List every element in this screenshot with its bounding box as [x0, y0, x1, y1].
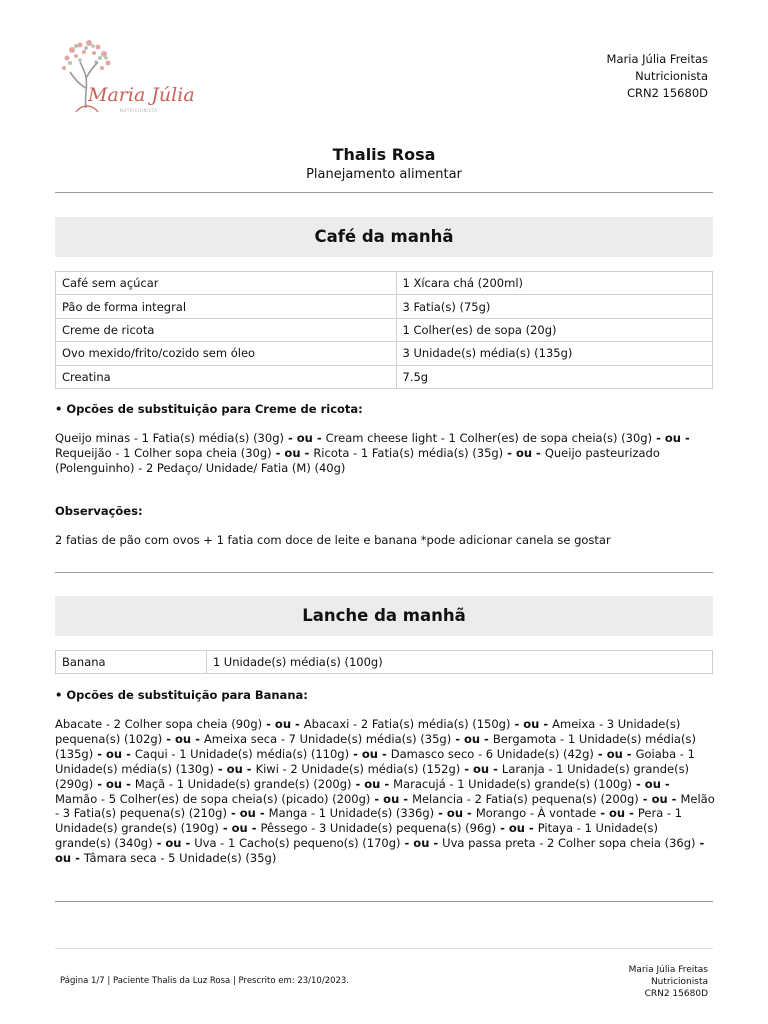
table-row — [56, 295, 713, 318]
or-separator: - ou - — [262, 717, 304, 731]
footer-crn: CRN2 15680D — [644, 989, 708, 999]
logo — [58, 38, 195, 116]
table-row — [56, 342, 713, 365]
or-separator: - ou - — [349, 746, 391, 761]
substitution-item: Maracujá - 1 Unidade(s) grande(s) (100g) — [393, 776, 633, 791]
substitution-item: Ameixa seca - 7 Unidade(s) média(s) (35g) — [203, 731, 452, 746]
substitution-item: Tâmara seca - 5 Unidade(s) (35g) — [83, 851, 277, 866]
substitution-list — [55, 717, 715, 866]
professional-name: Maria Júlia Freitas — [606, 52, 708, 66]
substitution-title: • Opcões de substituição para Creme de ricota: — [55, 402, 363, 416]
or-separator: - ou - — [434, 806, 476, 821]
or-separator: - ou - — [451, 731, 493, 746]
food-quantity: 1 Colher(es) de sopa (20g) — [396, 318, 712, 341]
food-name: Banana — [56, 651, 207, 674]
or-separator: - ou - — [93, 746, 135, 761]
observations-text: 2 fatias de pão com ovos + 1 fatia com doce de leite e banana *pode adicionar canela se gostar — [55, 533, 611, 547]
substitution-item: Mamão - 5 Colher(es) de sopa cheia(s) (picado) (200g) — [55, 791, 371, 806]
substitution-item: Queijo pasteurizado (Polenguinho) - 2 Pedaço/ Unidade/ Fatia (M) (40g) — [55, 445, 660, 475]
substitution-item: Bergamota - 1 Unidade(s) média(s) (135g) — [55, 731, 696, 761]
food-name: Creatina — [56, 365, 397, 388]
or-separator: - ou - — [370, 791, 413, 806]
footer-divider — [55, 948, 713, 949]
substitution-item: Goiaba - 1 Unidade(s) média(s) (130g) — [55, 746, 695, 776]
plan-subtitle: Planejamento alimentar — [306, 167, 462, 182]
or-separator: - ou - — [638, 791, 681, 806]
footer-professional — [629, 964, 708, 1000]
or-separator: - ou - — [152, 836, 195, 851]
substitution-item: Uva passa preta - 2 Colher sopa cheia (36g) — [442, 836, 696, 851]
table-row — [56, 272, 713, 295]
substitution-item: Queijo minas - 1 Fatia(s) média(s) (30g) — [55, 431, 284, 445]
substitution-item: Ameixa - 3 Unidade(s) pequena(s) (102g) — [55, 717, 681, 746]
professional-info — [607, 51, 708, 102]
footer-info: Página 1/7 | Paciente Thalis da Luz Rosa | Prescrito em: 23/10/2023. — [60, 976, 350, 986]
food-table — [55, 271, 713, 389]
food-quantity: 1 Unidade(s) média(s) (100g) — [206, 651, 712, 674]
or-separator: - ou - — [351, 776, 394, 791]
substitution-item: Maçã - 1 Unidade(s) grande(s) (200g) — [134, 776, 352, 791]
or-separator: - ou - — [652, 431, 690, 445]
or-separator: - ou - — [162, 731, 204, 746]
professional-crn: CRN2 15680D — [626, 86, 708, 100]
or-separator: - ou - — [400, 836, 443, 851]
or-separator: - ou - — [510, 717, 553, 731]
substitution-item: Pera - 1 Unidade(s) grande(s) (190g) — [55, 806, 683, 836]
substitution-item: Pitaya - 1 Unidade(s) grande(s) (340g) — [55, 821, 659, 851]
divider — [55, 572, 713, 573]
table-row — [56, 651, 713, 674]
food-table — [55, 650, 713, 674]
substitution-item: Abacaxi - 2 Fatia(s) média(s) (150g) — [303, 717, 511, 731]
food-name: Pão de forma integral — [56, 295, 397, 318]
professional-role: Nutricionista — [635, 69, 708, 83]
substitution-title: • Opcões de substituição para Banana: — [55, 688, 308, 702]
meal-title: Lanche da manhã — [55, 596, 713, 636]
patient-name: Thalis Rosa — [332, 145, 436, 164]
table-row — [56, 365, 713, 388]
or-separator: - ou - — [632, 776, 670, 791]
substitution-list — [55, 431, 715, 476]
substitution-item: Laranja - 1 Unidade(s) grande(s) (290g) — [55, 761, 690, 791]
or-separator: - ou - — [213, 761, 256, 776]
substitution-item: Ricota - 1 Fatia(s) média(s) (35g) — [313, 445, 504, 460]
food-name: Ovo mexido/frito/cozido sem óleo — [56, 342, 397, 365]
table-row — [56, 318, 713, 341]
food-quantity: 7.5g — [396, 365, 712, 388]
substitution-item: Kiwi - 2 Unidade(s) média(s) (152g) — [255, 761, 461, 776]
food-name: Café sem açúcar — [56, 272, 397, 295]
substitution-item: Cream cheese light - 1 Colher(es) de sopa cheia(s) (30g) — [325, 431, 653, 445]
footer-name: Maria Júlia Freitas — [628, 965, 708, 975]
substitution-item: Abacate - 2 Colher sopa cheia (90g) — [55, 717, 263, 731]
substitution-item: Caqui - 1 Unidade(s) média(s) (110g) — [134, 746, 350, 761]
food-quantity: 3 Unidade(s) média(s) (135g) — [396, 342, 712, 365]
substitution-item: Requeijão - 1 Colher sopa cheia (30g) — [55, 445, 272, 460]
food-name: Creme de ricota — [56, 318, 397, 341]
divider — [55, 901, 713, 902]
logo-subtext: NUTRICIONISTA — [120, 108, 158, 113]
or-separator: - ou - — [218, 821, 261, 836]
or-separator: - ou - — [55, 836, 705, 866]
substitution-item: Uva - 1 Cacho(s) pequeno(s) (170g) — [194, 836, 401, 851]
divider — [55, 192, 713, 193]
substitution-item: Melão - 3 Fatia(s) pequena(s) (210g) — [55, 791, 715, 821]
substitution-item: Melancia - 2 Fatia(s) pequena(s) (200g) — [412, 791, 639, 806]
or-separator: - ou - — [503, 445, 545, 460]
or-separator: - ou - — [596, 806, 638, 821]
or-separator: - ou - — [271, 445, 314, 460]
food-quantity: 3 Fatia(s) (75g) — [396, 295, 712, 318]
logo-text: Maria Júlia — [88, 84, 195, 106]
substitution-item: Pêssego - 3 Unidade(s) pequena(s) (96g) — [260, 821, 497, 836]
food-quantity: 1 Xícara chá (200ml) — [396, 272, 712, 295]
or-separator: - ou - — [283, 431, 326, 445]
or-separator: - ou - — [593, 746, 636, 761]
meal-title: Café da manhã — [55, 217, 713, 257]
or-separator: - ou - — [460, 761, 502, 776]
or-separator: - ou - — [496, 821, 538, 836]
footer-role: Nutricionista — [650, 977, 708, 987]
or-separator: - ou - — [93, 776, 135, 791]
substitution-item: Morango - À vontade — [475, 806, 597, 821]
or-separator: - ou - — [226, 806, 269, 821]
substitution-item: Damasco seco - 6 Unidade(s) (42g) — [390, 746, 594, 761]
observations-title: Observações: — [55, 504, 143, 518]
substitution-item: Manga - 1 Unidade(s) (336g) — [268, 806, 435, 821]
